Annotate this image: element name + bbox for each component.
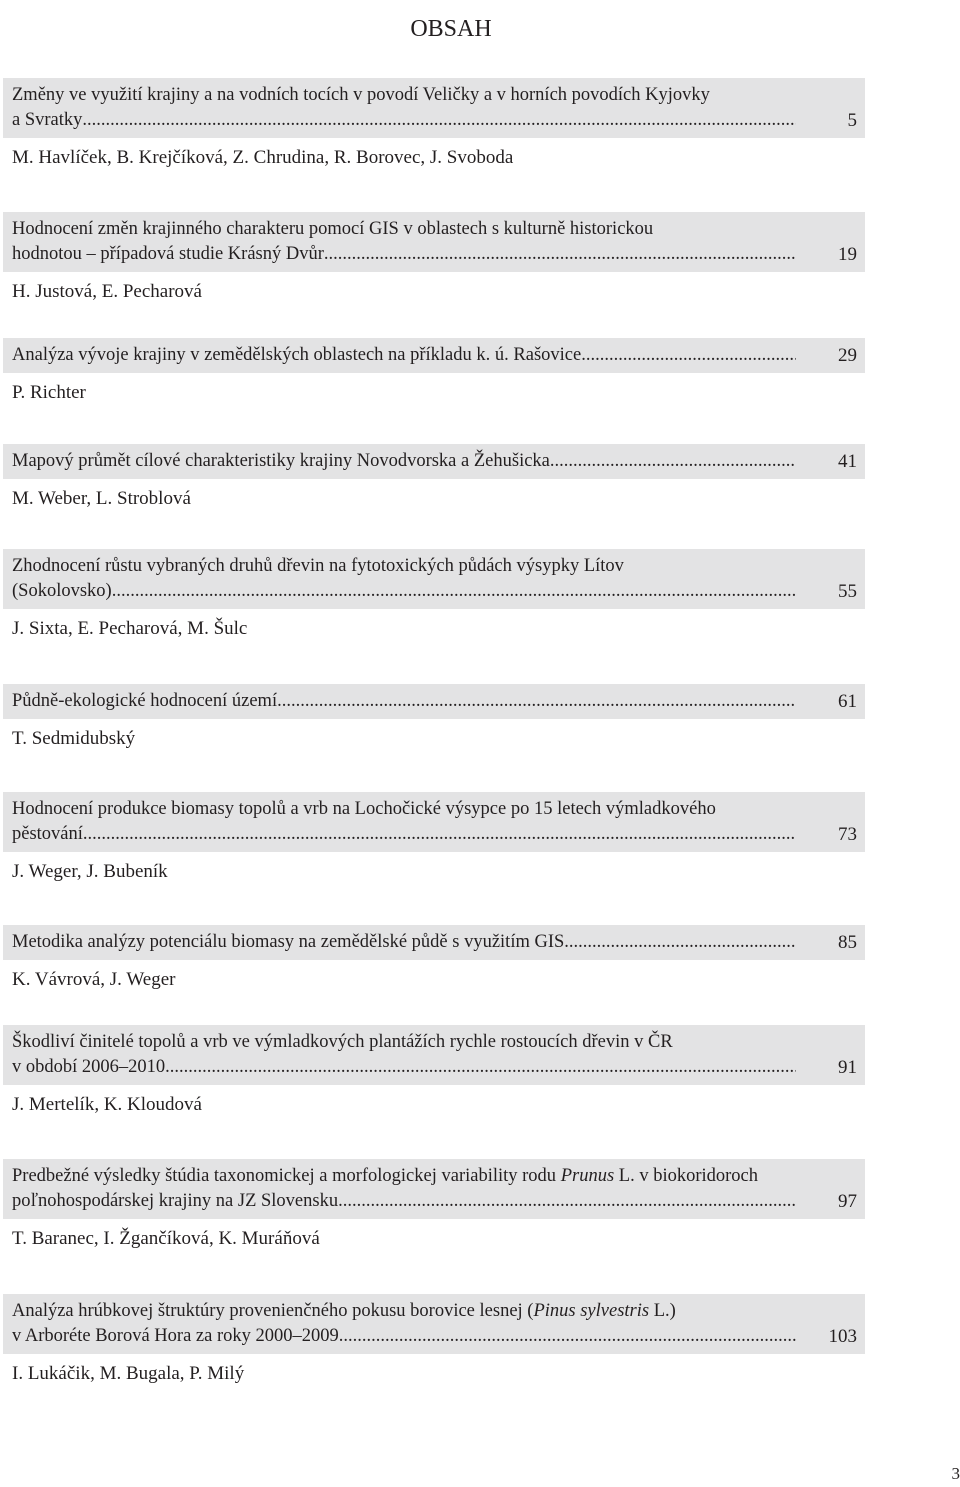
toc-entry-band[interactable] (3, 1294, 865, 1354)
toc-entry-title-line: L. v biokoridoroch (614, 1166, 759, 1186)
toc-entry-title-line: L.) (649, 1301, 676, 1321)
toc-entry-title-line: Půdně-ekologické hodnocení území (12, 691, 278, 711)
toc-entry-authors: J. Weger, J. Bubeník (12, 861, 168, 882)
toc-entry-title-italic: Prunus (560, 1166, 615, 1186)
toc-entry-authors: I. Lukáčik, M. Bugala, P. Milý (12, 1363, 245, 1384)
toc-entry-title[interactable] (12, 83, 796, 133)
toc-entry[interactable] (0, 925, 866, 992)
toc-entry[interactable] (0, 1294, 866, 1386)
toc-entry[interactable] (0, 792, 866, 884)
toc-entry-title-line: Hodnocení změn krajinného charakteru pomocí GIS v oblastech s kulturně historickou (12, 219, 654, 239)
toc-entry[interactable] (0, 684, 866, 751)
toc-entry-authors: H. Justová, E. Pecharová (12, 281, 202, 302)
toc-entry-page-number: 41 (838, 451, 857, 472)
toc-entry-authors: J. Mertelík, K. Kloudová (12, 1094, 202, 1115)
toc-entry-title-line: a Svratky (12, 110, 83, 130)
toc-entry[interactable] (0, 1025, 866, 1117)
leader-dots (165, 1055, 796, 1080)
leader-dots (112, 579, 796, 604)
toc-entry[interactable] (0, 444, 866, 511)
toc-entry-page-number: 73 (838, 824, 857, 845)
toc-entry-title[interactable] (12, 930, 796, 955)
toc-entry-band[interactable] (3, 684, 865, 719)
toc-entry-title[interactable] (12, 343, 796, 368)
toc-entry-band[interactable] (3, 78, 865, 138)
page-title: OBSAH (410, 16, 492, 43)
leader-dots (550, 449, 796, 474)
toc-entry-band[interactable] (3, 338, 865, 373)
toc-entry-band[interactable] (3, 792, 865, 852)
toc-entry-title-line: v období 2006–2010 (12, 1057, 166, 1077)
toc-entry-title-line: pěstování (12, 824, 83, 844)
toc-entry-authors: M. Weber, L. Stroblová (12, 488, 191, 509)
leader-dots (339, 1324, 796, 1349)
page-number: 3 (951, 1464, 960, 1483)
toc-entry-page-number: 5 (847, 110, 857, 131)
toc-entry-band[interactable] (3, 925, 865, 960)
toc-entry-band[interactable] (3, 444, 865, 479)
leader-dots (82, 108, 796, 133)
toc-entry-page-number: 19 (838, 244, 857, 265)
toc-entry-title[interactable] (12, 1299, 796, 1349)
toc-entry-title-line: v Arboréte Borová Hora za roky 2000–2009 (12, 1326, 339, 1346)
toc-entry-band[interactable] (3, 1159, 865, 1219)
toc-entry-title-line: Analýza vývoje krajiny v zemědělských oblastech na příkladu k. ú. Rašovice (12, 345, 582, 365)
toc-entry-title-line: Mapový průmět cílové charakteristiky krajiny Novodvorska a Žehušicka (12, 451, 550, 471)
toc-entry-title[interactable] (12, 689, 796, 714)
toc-entry-authors: T. Sedmidubský (12, 728, 136, 749)
toc-entry-title-line: (Sokolovsko) (12, 581, 112, 601)
toc-entry-page-number: 91 (838, 1057, 857, 1078)
toc-entry-page-number: 103 (828, 1326, 857, 1347)
toc-entry-title[interactable] (12, 1030, 796, 1080)
toc-entry[interactable] (0, 549, 866, 641)
toc-entry-band[interactable] (3, 212, 865, 272)
leader-dots (564, 930, 796, 955)
toc-entry-page-number: 61 (838, 691, 857, 712)
toc-entry[interactable] (0, 78, 866, 170)
toc-entry-title-line: Zhodnocení růstu vybraných druhů dřevin na fytotoxických půdách výsypky Lítov (12, 556, 624, 576)
toc-entry-title-line: Škodliví činitelé topolů a vrb ve výmladkových plantážích rychle rostoucích dřevin v ČR (12, 1032, 673, 1052)
toc-entry-authors: P. Richter (12, 382, 86, 403)
leader-dots (277, 689, 796, 714)
toc-entry-authors: M. Havlíček, B. Krejčíková, Z. Chrudina, R. Borovec, J. Svoboda (12, 147, 514, 168)
toc-entry-title-line: Analýza hrúbkovej štruktúry provenienčného pokusu borovice lesnej ( (12, 1301, 534, 1321)
toc-entry[interactable] (0, 338, 866, 405)
toc-entry-title[interactable] (12, 217, 796, 267)
toc-entry-page-number: 55 (838, 581, 857, 602)
toc-entry-title-line: Metodika analýzy potenciálu biomasy na zemědělské půdě s využitím GIS (12, 932, 565, 952)
leader-dots (83, 822, 796, 847)
leader-dots (581, 343, 796, 368)
toc-entry-band[interactable] (3, 549, 865, 609)
toc-entry-page-number: 29 (838, 345, 857, 366)
toc-entry-title[interactable] (12, 554, 796, 604)
toc-entry-title-line: Predbežné výsledky štúdia taxonomickej a morfologickej variability rodu (12, 1166, 561, 1186)
toc-entry-authors: T. Baranec, I. Žgančíková, K. Muráňová (12, 1228, 320, 1249)
toc-entry-title-line: hodnotou – případová studie Krásný Dvůr (12, 244, 324, 264)
toc-entry-band[interactable] (3, 1025, 865, 1085)
toc-entry-title-line: Hodnocení produkce biomasy topolů a vrb na Lochočické výsypce po 15 letech výmladkového (12, 799, 716, 819)
leader-dots (324, 242, 796, 267)
toc-entry-authors: J. Sixta, E. Pecharová, M. Šulc (12, 618, 248, 639)
toc-entry[interactable] (0, 212, 866, 304)
toc-entry-title[interactable] (12, 449, 796, 474)
toc-entry-title-line: poľnohospodárskej krajiny na JZ Slovensku (12, 1191, 339, 1211)
toc-entry-title[interactable] (12, 797, 796, 847)
toc-entry-title-line: Změny ve využití krajiny a na vodních tocích v povodí Veličky a v horních povodích Kyjovky (12, 85, 710, 105)
toc-entry-page-number: 85 (838, 932, 857, 953)
leader-dots (338, 1189, 796, 1214)
toc-entry-title-italic: Pinus sylvestris (533, 1301, 650, 1321)
toc-entry-title[interactable] (12, 1164, 796, 1214)
toc-entry[interactable] (0, 1159, 866, 1251)
toc-entry-page-number: 97 (838, 1191, 857, 1212)
toc-entry-authors: K. Vávrová, J. Weger (12, 969, 176, 990)
